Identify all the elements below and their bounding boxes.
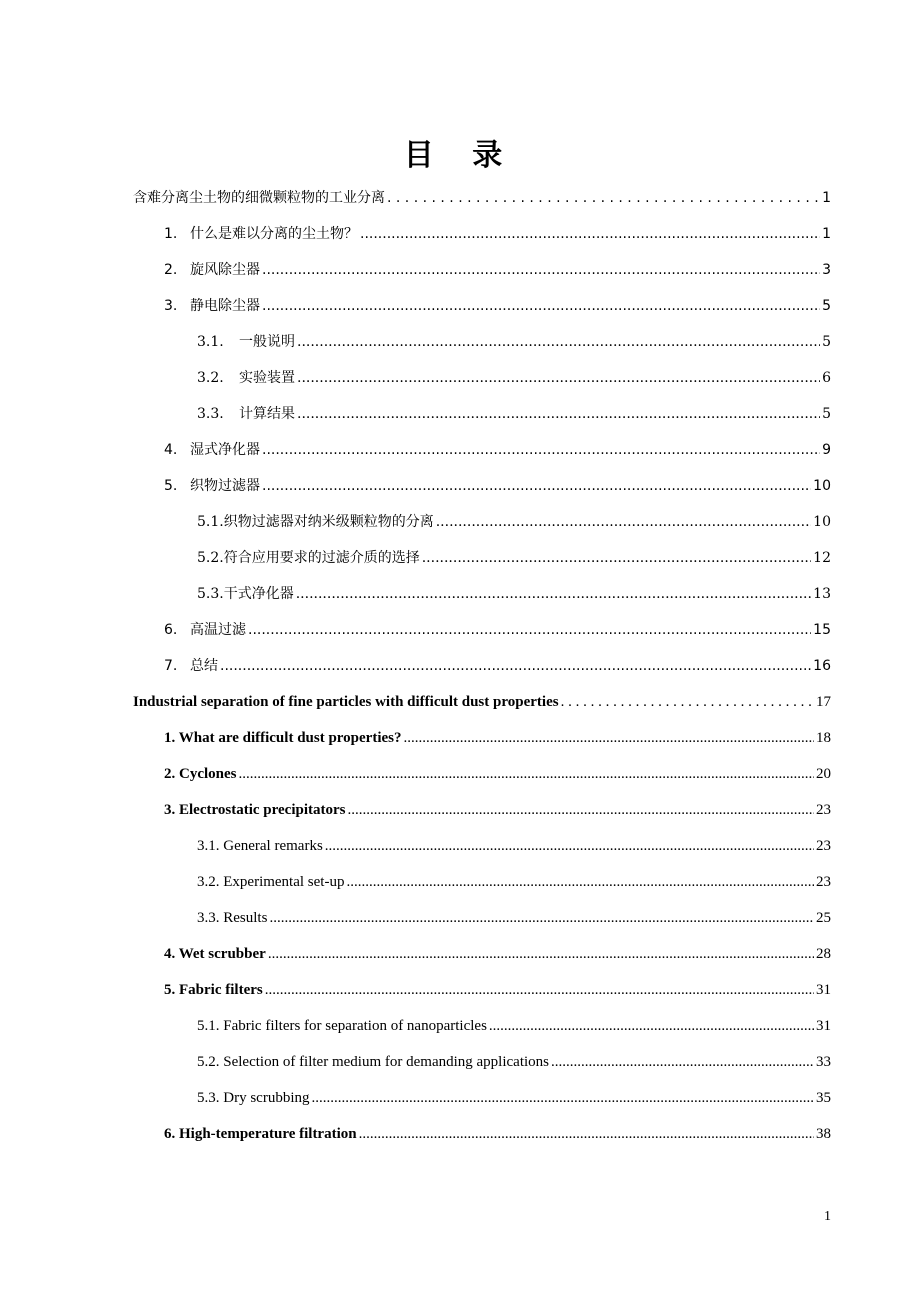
toc-entry-page: 25	[816, 910, 831, 926]
toc-entry[interactable]	[197, 907, 831, 929]
toc-entry-number: 3.	[164, 298, 178, 314]
toc-entry[interactable]	[164, 727, 831, 749]
toc-entry-text: 3. Electrostatic precipitators	[164, 802, 346, 818]
toc-entry-number: 4.	[164, 442, 178, 458]
dot-leader	[269, 907, 814, 929]
toc-entry-page: 23	[816, 838, 831, 854]
toc-entry[interactable]	[197, 835, 831, 857]
dot-leader	[265, 979, 814, 1001]
dot-leader	[248, 619, 811, 641]
toc-entry-text: 5.1.织物过滤器对纳米级颗粒物的分离	[197, 514, 434, 530]
dot-leader	[422, 547, 811, 569]
dot-leader	[262, 439, 820, 461]
toc-entry-page: 35	[816, 1090, 831, 1106]
toc-entry-text: 5.3. Dry scrubbing	[197, 1090, 310, 1106]
toc-entry-page: 31	[816, 1018, 831, 1034]
toc-entry[interactable]	[197, 871, 831, 893]
dot-leader	[346, 871, 814, 893]
toc-entry-number: 2.	[164, 262, 178, 278]
toc-entry-page: 33	[816, 1054, 831, 1070]
toc-entry-page: 1	[822, 190, 831, 206]
toc-entry-text: 4. Wet scrubber	[164, 946, 266, 962]
toc-entry-page: 3	[822, 262, 831, 278]
page-number: 1	[824, 1209, 831, 1224]
dot-leader	[325, 835, 814, 857]
toc-entry-number: 3.2.	[197, 370, 224, 386]
toc-entry-page: 31	[816, 982, 831, 998]
dot-leader	[551, 1051, 814, 1073]
toc-entry-text: 一般说明	[239, 334, 295, 350]
toc-entry-text: 5.1. Fabric filters for separation of nanoparticles	[197, 1018, 487, 1034]
toc-entry-page: 9	[822, 442, 831, 458]
toc-entry-page: 1	[822, 226, 831, 242]
toc-entry[interactable]	[164, 943, 831, 965]
toc-entry-number: 3.1.	[197, 334, 224, 350]
toc-entry-text: 计算结果	[239, 406, 295, 422]
toc-entry-text: 5.2.符合应用要求的过滤介质的选择	[197, 550, 420, 566]
toc-entry-text: 旋风除尘器	[190, 262, 260, 278]
dot-leader	[297, 403, 820, 425]
toc-entry[interactable]	[164, 799, 831, 821]
toc-entry-page: 13	[813, 586, 831, 602]
dot-leader	[347, 799, 814, 821]
toc-entry-page: 5	[822, 298, 831, 314]
toc-entry-number: 6.	[164, 622, 178, 638]
toc-entry-text: 2. Cyclones	[164, 766, 237, 782]
toc-entry[interactable]	[197, 403, 831, 425]
toc-entry[interactable]	[164, 619, 831, 641]
toc-entry-en-main[interactable]	[133, 691, 831, 713]
toc-entry-text: 6. High-temperature filtration	[164, 1126, 357, 1142]
toc-entry-text: 总结	[190, 658, 218, 674]
toc-entry[interactable]	[197, 331, 831, 353]
toc-entry[interactable]	[164, 223, 831, 245]
toc-entry[interactable]	[197, 367, 831, 389]
toc-entry-number: 7.	[164, 658, 178, 674]
toc-entry[interactable]	[197, 1015, 831, 1037]
toc-entry-page: 23	[816, 802, 831, 818]
toc-entry-page: 15	[813, 622, 831, 638]
dot-leader	[262, 295, 820, 317]
dot-leader	[360, 223, 820, 245]
toc-entry-page: 17	[816, 694, 831, 710]
toc-entry-text: 高温过滤	[190, 622, 246, 638]
toc-entry-page: 5	[822, 334, 831, 350]
toc-entry-page: 5	[822, 406, 831, 422]
dot-leader	[296, 583, 811, 605]
toc-entry-page: 20	[816, 766, 831, 782]
toc-entry[interactable]	[164, 439, 831, 461]
dot-leader	[436, 511, 811, 533]
dot-leader	[297, 367, 820, 389]
toc-entry[interactable]	[164, 295, 831, 317]
toc-entry-page: 18	[816, 730, 831, 746]
toc-entry-number: 5.	[164, 478, 178, 494]
toc-entry-cn-main[interactable]	[133, 187, 831, 209]
page-title: 目 录	[403, 138, 517, 173]
toc-entry-page: 16	[813, 658, 831, 674]
dot-leader	[489, 1015, 814, 1037]
dot-leader	[359, 1123, 814, 1145]
toc-entry[interactable]	[197, 547, 831, 569]
toc-entry-page: 10	[813, 478, 831, 494]
dot-leader	[239, 763, 815, 785]
dot-leader	[262, 259, 820, 281]
toc-entry-page: 6	[822, 370, 831, 386]
toc-entry-page: 12	[813, 550, 831, 566]
toc-entry-text: 3.1. General remarks	[197, 838, 323, 854]
toc-entry-text: 湿式净化器	[190, 442, 260, 458]
toc-entry[interactable]	[164, 259, 831, 281]
toc-entry-page: 38	[816, 1126, 831, 1142]
dot-leader	[561, 691, 814, 713]
dot-leader	[262, 475, 811, 497]
dot-leader	[220, 655, 811, 677]
dot-leader	[387, 187, 820, 209]
toc-entry[interactable]	[164, 475, 831, 497]
toc-entry[interactable]	[164, 1123, 831, 1145]
toc-entry-page: 10	[813, 514, 831, 530]
toc-entry[interactable]	[197, 583, 831, 605]
toc-entry-text: 什么是难以分离的尘土物？	[190, 226, 358, 242]
toc-entry-text: 1. What are difficult dust properties?	[164, 730, 402, 746]
toc-entry-number: 1.	[164, 226, 178, 242]
toc-entry-text: 5.2. Selection of filter medium for demanding applications	[197, 1054, 549, 1070]
toc-entry-page: 23	[816, 874, 831, 890]
toc-entry-text: 5.3.干式净化器	[197, 586, 294, 602]
toc-entry[interactable]	[164, 655, 831, 677]
toc-entry-text: 5. Fabric filters	[164, 982, 263, 998]
toc-entry-text: 实验装置	[239, 370, 295, 386]
toc-entry-text: 静电除尘器	[190, 298, 260, 314]
toc-entry-text: 3.3. Results	[197, 910, 268, 926]
toc-entry[interactable]	[164, 979, 831, 1001]
toc-entry-text: 3.2. Experimental set-up	[197, 874, 345, 890]
dot-leader	[312, 1087, 815, 1109]
dot-leader	[404, 727, 814, 749]
toc-entry-page: 28	[816, 946, 831, 962]
dot-leader	[268, 943, 814, 965]
toc-entry-text: Industrial separation of fine particles with difficult dust properties	[133, 694, 559, 710]
toc-entry[interactable]	[197, 511, 831, 533]
dot-leader	[297, 331, 820, 353]
toc-entry-text: 织物过滤器	[190, 478, 260, 494]
toc-entry-number: 3.3.	[197, 406, 224, 422]
toc-entry[interactable]	[197, 1087, 831, 1109]
toc-entry-text: 含难分离尘土物的细微颗粒物的工业分离	[133, 190, 385, 206]
toc-entry[interactable]	[164, 763, 831, 785]
toc-entry[interactable]	[197, 1051, 831, 1073]
